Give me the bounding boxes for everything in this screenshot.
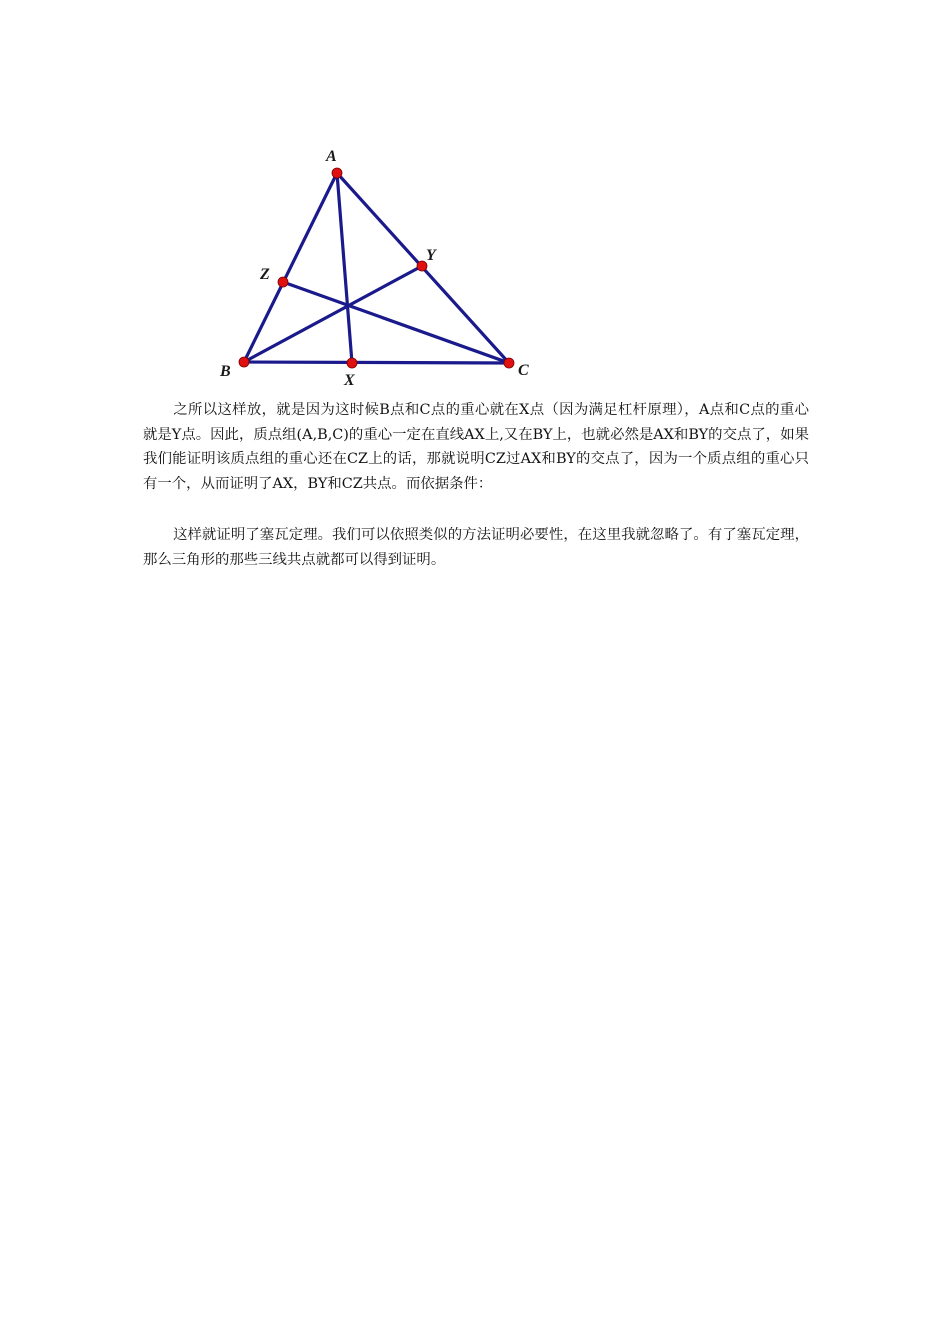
ceva-triangle-figure <box>212 140 542 390</box>
side-ab <box>244 173 337 362</box>
label-b: B <box>220 363 231 380</box>
side-bc <box>244 362 509 363</box>
point-z-dot <box>278 277 288 287</box>
point-x-dot <box>347 358 357 368</box>
label-c: C <box>518 362 529 379</box>
cevian-ax <box>337 173 352 363</box>
paragraph-conclusion <box>143 523 809 572</box>
paragraph-text: 这样就证明了塞瓦定理。我们可以依照类似的方法证明必要性，在这里我就忽略了。有了塞瓦定理，那么三角形的那些三线共点就都可以得到证明。 <box>143 527 809 568</box>
cevian-by <box>244 266 422 362</box>
point-b-dot <box>239 357 249 367</box>
point-a-dot <box>332 168 342 178</box>
label-z: Z <box>260 266 270 283</box>
paragraph-text: 之所以这样放，就是因为这时候B点和C点的重心就在X点（因为满足杠杆原理），A点和C点的重心就是Y点。因此，质点组(A,B,C)的重心一定在直线AX上,又在BY上，也就必然是AX和BY的交点了，如果我们能证明该质点组的重心还在CZ上的话，那就说明CZ过AX和BY的交点了，因为一个质点组的重心只有一个，从而证明了AX，BY和CZ共点。而依据条件： <box>143 402 809 492</box>
label-y: Y <box>426 247 436 264</box>
triangle-diagram <box>212 140 542 390</box>
paragraph-centroid-argument <box>143 398 809 496</box>
label-x: X <box>344 372 355 389</box>
label-a: A <box>326 148 337 165</box>
point-c-dot <box>504 358 514 368</box>
